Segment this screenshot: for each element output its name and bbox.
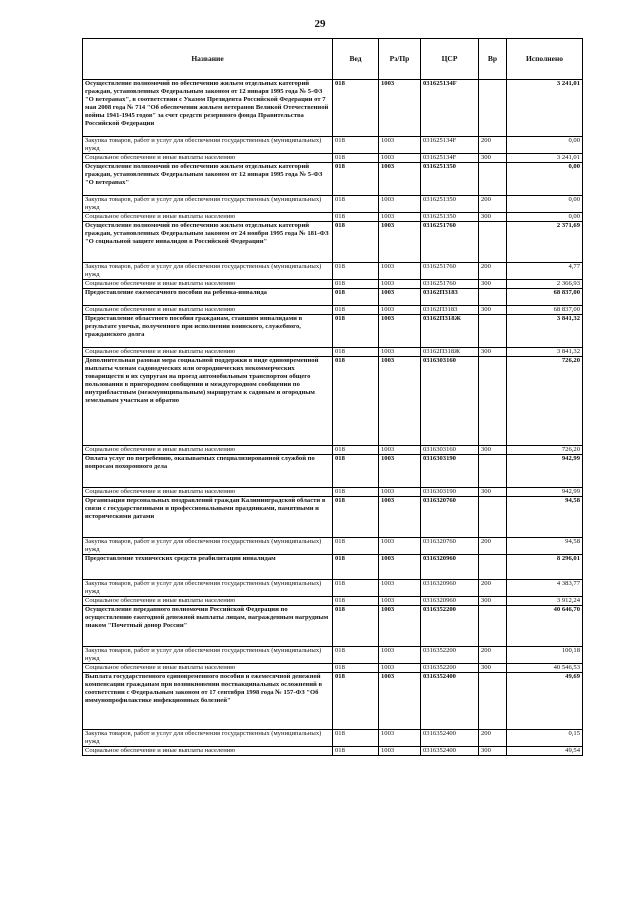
row-csr-cell: 0316320760 [421,538,479,555]
row-vr-cell: 300 [479,280,507,289]
row-ved-cell: 018 [333,289,379,306]
row-name-cell: Социальное обеспечение и иные выплаты населению [83,488,333,497]
row-rz-pr-cell: 1003 [379,606,421,647]
row-csr-cell: 0316251760 [421,222,479,263]
row-vr-cell [479,222,507,263]
row-ved-cell: 018 [333,196,379,213]
table-row [83,455,583,488]
row-ispolneno-cell: 942,99 [507,455,583,488]
row-rz-pr-cell: 1003 [379,306,421,315]
row-vr-cell: 300 [479,348,507,357]
row-ispolneno-cell: 3 841,32 [507,315,583,348]
table-row [83,730,583,747]
row-csr-cell: 0316303190 [421,488,479,497]
row-rz-pr-cell: 1003 [379,154,421,163]
row-rz-pr-cell: 1003 [379,315,421,348]
row-ispolneno-cell: 0,15 [507,730,583,747]
row-ispolneno-cell: 3 841,32 [507,348,583,357]
row-ved-cell: 018 [333,730,379,747]
table-row [83,196,583,213]
row-ved-cell: 018 [333,137,379,154]
row-csr-cell: 0316320960 [421,580,479,597]
row-ved-cell: 018 [333,664,379,673]
row-ved-cell: 018 [333,606,379,647]
row-vr-cell: 200 [479,263,507,280]
row-vr-cell [479,357,507,446]
table-row [83,538,583,555]
table-row [83,137,583,154]
row-ved-cell: 018 [333,455,379,488]
row-name-cell: Предоставление ежемесячного пособия на ребенка-инвалида [83,289,333,306]
table-row [83,163,583,196]
row-ispolneno-cell: 49,54 [507,747,583,756]
table-row [83,154,583,163]
row-name-cell: Социальное обеспечение и иные выплаты населению [83,213,333,222]
row-csr-cell: 0316251350 [421,196,479,213]
table-row [83,647,583,664]
row-ved-cell: 018 [333,597,379,606]
table-row [83,263,583,280]
row-ispolneno-cell: 2 371,69 [507,222,583,263]
row-ved-cell: 018 [333,163,379,196]
row-vr-cell: 200 [479,647,507,664]
row-csr-cell: 03162П318Ж [421,348,479,357]
row-ispolneno-cell: 0,00 [507,196,583,213]
row-vr-cell [479,606,507,647]
header-vr: Вр [479,39,507,80]
row-ispolneno-cell: 3 241,01 [507,80,583,137]
row-ispolneno-cell: 40 646,70 [507,606,583,647]
row-vr-cell [479,555,507,580]
header-ved: Вед [333,39,379,80]
row-vr-cell [479,673,507,730]
row-vr-cell: 200 [479,580,507,597]
row-name-cell: Закупка товаров, работ и услуг для обеспечения государственных (муниципальных) нужд [83,196,333,213]
row-csr-cell: 031625134F [421,137,479,154]
row-ispolneno-cell: 942,99 [507,488,583,497]
row-ved-cell: 018 [333,580,379,597]
row-csr-cell: 0316303190 [421,455,479,488]
row-ispolneno-cell: 726,20 [507,357,583,446]
table-row [83,497,583,538]
row-ispolneno-cell: 0,00 [507,213,583,222]
row-ispolneno-cell: 2 366,93 [507,280,583,289]
row-csr-cell: 0316303160 [421,357,479,446]
row-ispolneno-cell: 4 383,77 [507,580,583,597]
row-csr-cell: 0316352200 [421,647,479,664]
row-vr-cell: 300 [479,488,507,497]
row-csr-cell: 0316251760 [421,280,479,289]
row-rz-pr-cell: 1003 [379,357,421,446]
row-rz-pr-cell: 1003 [379,497,421,538]
row-rz-pr-cell: 1003 [379,597,421,606]
row-csr-cell: 0316251350 [421,213,479,222]
row-csr-cell: 03162П3183 [421,306,479,315]
row-name-cell: Осуществление переданного полномочия Российской Федерации по осуществлению ежегодной денежной выплаты лицам, награжденным нагрудным знаком "Почетный донор России" [83,606,333,647]
row-ved-cell: 018 [333,263,379,280]
table-row [83,80,583,137]
row-rz-pr-cell: 1003 [379,280,421,289]
table-row [83,488,583,497]
row-name-cell: Социальное обеспечение и иные выплаты населению [83,747,333,756]
row-ispolneno-cell: 3 912,24 [507,597,583,606]
row-rz-pr-cell: 1003 [379,555,421,580]
row-rz-pr-cell: 1003 [379,488,421,497]
row-csr-cell: 0316352400 [421,747,479,756]
row-name-cell: Организация персональных поздравлений граждан Калининградской области в связи с государственными и профессиональными праздниками, памятными и историческими датами [83,497,333,538]
row-csr-cell: 0316303160 [421,446,479,455]
budget-execution-table [82,38,583,756]
row-csr-cell: 0316352200 [421,606,479,647]
table-row [83,555,583,580]
table-row [83,606,583,647]
table-row [83,289,583,306]
row-ispolneno-cell: 0,00 [507,163,583,196]
row-name-cell: Социальное обеспечение и иные выплаты населению [83,597,333,606]
row-rz-pr-cell: 1003 [379,538,421,555]
row-rz-pr-cell: 1003 [379,163,421,196]
row-name-cell: Дополнительная разовая мера социальной поддержки в виде единовременной выплаты членам садоводческих или огороднических некоммерческих товариществ и их супругам на проезд автомобильным транспортом общего пользования в пригородном сообщении и междугородном сообщении по внутрибластным (межмуниципальным) маршрутам к садовым и огородным земельным участкам и обратно [83,357,333,446]
row-csr-cell: 0316320760 [421,497,479,538]
row-ved-cell: 018 [333,280,379,289]
row-name-cell: Социальное обеспечение и иные выплаты населению [83,154,333,163]
table-row [83,747,583,756]
row-vr-cell [479,497,507,538]
row-name-cell: Закупка товаров, работ и услуг для обеспечения государственных (муниципальных) нужд [83,538,333,555]
page-number: 29 [314,18,326,30]
table-row [83,213,583,222]
table-row [83,280,583,289]
row-vr-cell [479,163,507,196]
row-name-cell: Предоставление технических средств реабилитации инвалидам [83,555,333,580]
row-name-cell: Оплата услуг по погребению, оказываемых специализированной службой по вопросам похоронного дела [83,455,333,488]
row-ved-cell: 018 [333,673,379,730]
table-row [83,357,583,446]
row-name-cell: Закупка товаров, работ и услуг для обеспечения государственных (муниципальных) нужд [83,263,333,280]
table-row [83,664,583,673]
row-ved-cell: 018 [333,213,379,222]
row-vr-cell: 300 [479,154,507,163]
row-ved-cell: 018 [333,446,379,455]
row-csr-cell: 0316251760 [421,263,479,280]
row-ved-cell: 018 [333,538,379,555]
row-rz-pr-cell: 1003 [379,455,421,488]
row-name-cell: Социальное обеспечение и иные выплаты населению [83,664,333,673]
row-rz-pr-cell: 1003 [379,664,421,673]
row-vr-cell [479,80,507,137]
row-ispolneno-cell: 49,69 [507,673,583,730]
row-rz-pr-cell: 1003 [379,196,421,213]
row-vr-cell: 300 [479,597,507,606]
row-name-cell: Осуществление полномочий по обеспечению жильем отдельных категорий граждан, установленных Федеральным законом от 12 января 1995 года № 5-ФЗ "О ветеранах", в соответствии с Указом Президента Российской Федерации от 7 мая 2008 года № 714 "Об обеспечении жильем ветеранов Великой Отечественной войны 1941-1945 годов" за счет средств резервного фонда Правительства Российской Федерации [83,80,333,137]
row-vr-cell [479,289,507,306]
row-rz-pr-cell: 1003 [379,80,421,137]
row-ispolneno-cell: 94,58 [507,497,583,538]
row-csr-cell: 03162П318Ж [421,315,479,348]
row-name-cell: Закупка товаров, работ и услуг для обеспечения государственных (муниципальных) нужд [83,647,333,664]
row-rz-pr-cell: 1003 [379,137,421,154]
row-ved-cell: 018 [333,357,379,446]
row-ispolneno-cell: 94,58 [507,538,583,555]
row-name-cell: Социальное обеспечение и иные выплаты населению [83,280,333,289]
row-vr-cell: 200 [479,730,507,747]
row-rz-pr-cell: 1003 [379,222,421,263]
row-ved-cell: 018 [333,154,379,163]
row-name-cell: Выплата государственного единовременного пособия и ежемесячной денежной компенсации гражданам при возникновении поствакцинальных осложнений в соответствии с Федеральным законом от 17 сентября 1998 года № 157-ФЗ "Об иммунопрофилактике инфекционных болезней" [83,673,333,730]
row-csr-cell: 0316251350 [421,163,479,196]
table-row [83,446,583,455]
table-row [83,315,583,348]
row-ved-cell: 018 [333,488,379,497]
row-csr-cell: 0316352400 [421,673,479,730]
row-rz-pr-cell: 1003 [379,747,421,756]
row-ispolneno-cell: 8 296,01 [507,555,583,580]
row-name-cell: Закупка товаров, работ и услуг для обеспечения государственных (муниципальных) нужд [83,730,333,747]
row-vr-cell: 300 [479,446,507,455]
row-ispolneno-cell: 3 241,01 [507,154,583,163]
row-csr-cell: 0316320960 [421,597,479,606]
row-rz-pr-cell: 1003 [379,348,421,357]
row-ispolneno-cell: 0,00 [507,137,583,154]
row-ved-cell: 018 [333,555,379,580]
row-name-cell: Социальное обеспечение и иные выплаты населению [83,306,333,315]
row-ispolneno-cell: 4,77 [507,263,583,280]
table-row [83,580,583,597]
table-row [83,673,583,730]
row-name-cell: Социальное обеспечение и иные выплаты населению [83,446,333,455]
table-row [83,597,583,606]
row-csr-cell: 0316352400 [421,730,479,747]
row-vr-cell: 200 [479,137,507,154]
header-csr: ЦСР [421,39,479,80]
row-vr-cell: 300 [479,306,507,315]
row-ved-cell: 018 [333,315,379,348]
row-rz-pr-cell: 1003 [379,289,421,306]
row-rz-pr-cell: 1003 [379,263,421,280]
row-rz-pr-cell: 1003 [379,730,421,747]
row-vr-cell: 300 [479,213,507,222]
row-rz-pr-cell: 1003 [379,213,421,222]
row-ispolneno-cell: 68 837,00 [507,306,583,315]
row-ispolneno-cell: 100,18 [507,647,583,664]
row-ved-cell: 018 [333,306,379,315]
row-name-cell: Социальное обеспечение и иные выплаты населению [83,348,333,357]
row-vr-cell: 300 [479,747,507,756]
row-vr-cell [479,455,507,488]
row-rz-pr-cell: 1003 [379,580,421,597]
row-name-cell: Закупка товаров, работ и услуг для обеспечения государственных (муниципальных) нужд [83,580,333,597]
row-rz-pr-cell: 1003 [379,673,421,730]
row-csr-cell: 0316352200 [421,664,479,673]
row-ispolneno-cell: 726,20 [507,446,583,455]
row-ved-cell: 018 [333,647,379,664]
row-ved-cell: 018 [333,747,379,756]
table-row [83,306,583,315]
row-rz-pr-cell: 1003 [379,647,421,664]
header-name: Название [83,39,333,80]
row-vr-cell [479,315,507,348]
row-name-cell: Предоставление областного пособия гражданам, ставшим инвалидами в результате увечья, полученного при исполнении воинского, служебного, гражданского долга [83,315,333,348]
table-header-row [83,39,583,80]
row-ved-cell: 018 [333,222,379,263]
header-rz-pr: Рз/Пр [379,39,421,80]
row-vr-cell: 200 [479,538,507,555]
table-row [83,348,583,357]
row-csr-cell: 03162П3183 [421,289,479,306]
row-csr-cell: 031625134F [421,80,479,137]
row-vr-cell: 200 [479,196,507,213]
row-csr-cell: 0316320960 [421,555,479,580]
row-name-cell: Осуществление полномочий по обеспечению жильем отдельных категорий граждан, установленных Федеральным законом от 12 января 1995 года № 5-ФЗ "О ветеранах" [83,163,333,196]
row-ispolneno-cell: 40 546,53 [507,664,583,673]
row-ved-cell: 018 [333,348,379,357]
row-ispolneno-cell: 68 837,00 [507,289,583,306]
row-name-cell: Закупка товаров, работ и услуг для обеспечения государственных (муниципальных) нужд [83,137,333,154]
row-vr-cell: 300 [479,664,507,673]
row-ved-cell: 018 [333,497,379,538]
row-ved-cell: 018 [333,80,379,137]
header-ispolneno: Исполнено [507,39,583,80]
table-row [83,222,583,263]
row-rz-pr-cell: 1003 [379,446,421,455]
row-csr-cell: 031625134F [421,154,479,163]
row-name-cell: Осуществление полномочий по обеспечению жильем отдельных категорий граждан, установленных Федеральным законом от 24 ноября 1995 года № 181-ФЗ "О социальной защите инвалидов в Российской Федерации" [83,222,333,263]
